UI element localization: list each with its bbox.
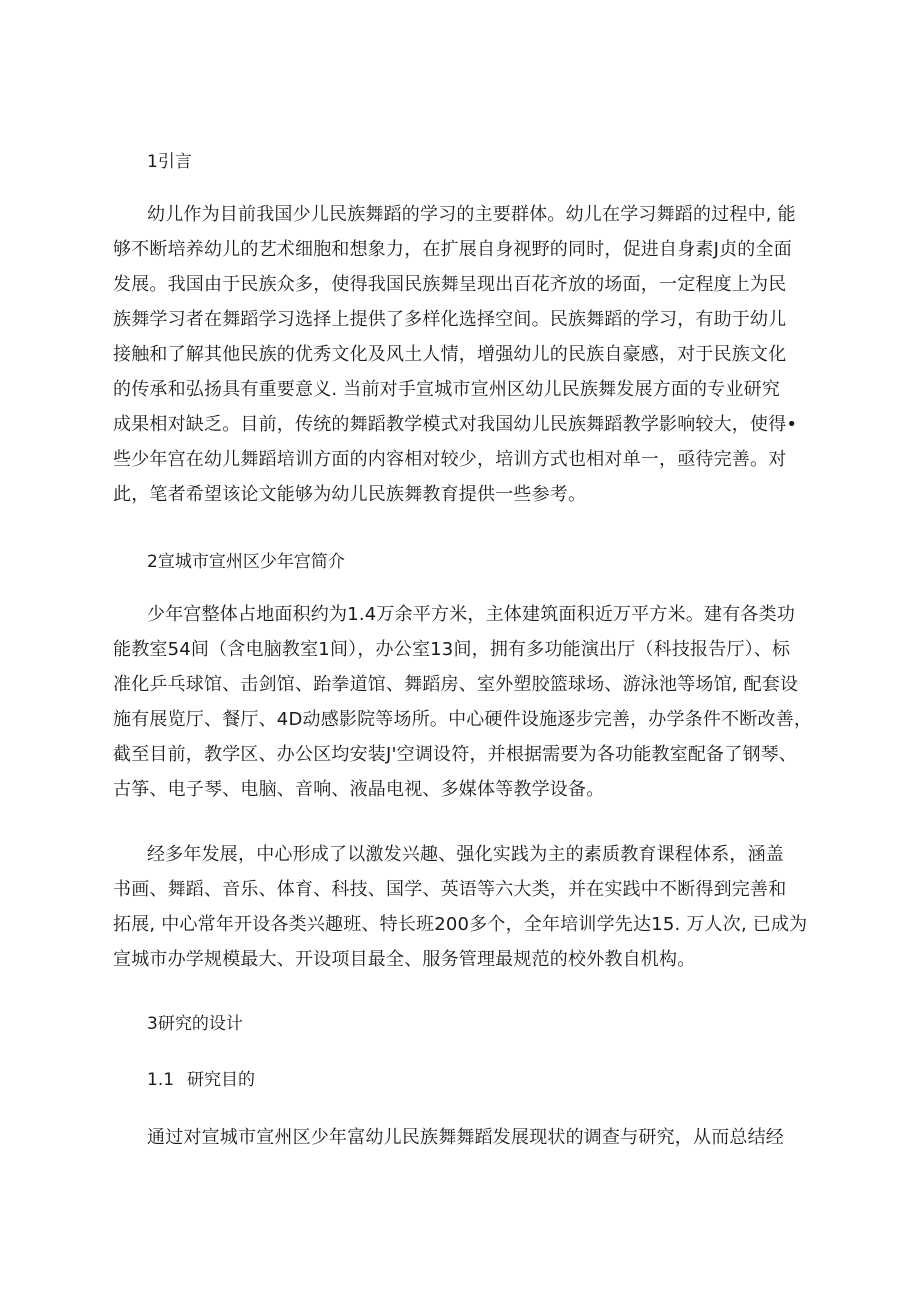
section-3-heading: 3研究的设计	[147, 1014, 243, 1034]
paragraph-line: 的传承和弘扬具有重要意义. 当前对手宣城市宣州区幼儿民族舞发展方面的专业研究	[113, 379, 781, 400]
paragraph-line: 幼儿作为目前我国少儿民族舞蹈的学习的主要群体。幼儿在学习舞蹈的过程中, 能	[147, 204, 796, 225]
paragraph-line: 少年宫整体占地面积约为1.4万余平方米，主体建筑面积近万平方米。建有各类功	[147, 604, 796, 625]
paragraph-line: 古筝、电子琴、电脑、音响、液晶电视、多媒体等教学设备。	[113, 779, 605, 800]
paragraph-line: 成果相对缺乏。目前，传统的舞蹈教学模式对我国幼儿民族舞蹈教学影响较大，使得•	[113, 414, 798, 435]
paragraph-line: 接触和了解其他民族的优秀文化及风土人情，增强幼儿的民族自豪感，对于民族文化	[113, 344, 787, 365]
paragraph-line: 通过对宣城市宣州区少年富幼儿民族舞舞蹈发展现状的调查与研究，从而总结经	[147, 1127, 784, 1148]
paragraph-line: 发展。我国由于民族众多，使得我国民族舞呈现出百花齐放的场面，一定程度上为民	[113, 274, 787, 295]
section-1-heading: 1引言	[147, 152, 192, 172]
subsection-3-1-heading	[147, 1068, 255, 1092]
paragraph-line: 拓展, 中心常年开设各类兴趣班、特长班200多个，全年培训学先达15. 万人次, 已成为	[113, 914, 808, 935]
paragraph-line: 截至目前，教学区、办公区均安装J'空调设符，并根据需要为各功能教室配备了钢琴、	[113, 744, 798, 765]
paragraph-line: 书画、舞蹈、音乐、体育、科技、国学、英语等六大类，并在实践中不断得到完善和	[113, 879, 787, 900]
paragraph-line: 准化乒乓球馆、击剑馆、跆拳道馆、舞蹈房、室外塑胶篮球场、游泳池等场馆, 配套设	[113, 674, 799, 695]
paragraph-line: 宣城市办学规模最大、开设项目最全、服务管理最规范的校外教自机构。	[113, 949, 696, 970]
paragraph-line: 经多年发展，中心形成了以激发兴趣、强化实践为主的素质教育课程体系，涵盖	[147, 844, 784, 865]
paragraph-line: 施有展览厅、餐厅、4D动感影院等场所。中心硬件设施逐步完善，办学条件不断改善，	[113, 709, 813, 730]
section-2-heading: 2宣城市宣州区少年宫简介	[147, 552, 345, 572]
paragraph-line: 些少年宫在幼儿舞蹈培训方面的内容相对较少，培训方式也相对单一，亟待完善。对	[113, 449, 787, 470]
subsection-title: 研究目的	[187, 1070, 255, 1090]
paragraph-line: 族舞学习者在舞蹈学习选择上提供了多样化选择空间。民族舞蹈的学习，有助于幼儿	[113, 309, 787, 330]
subsection-number: 1.1	[147, 1070, 175, 1090]
paragraph-line: 能教室54间（含电脑教室1间），办公室13间，拥有多功能演出厅（科技报告厅）、标	[113, 639, 791, 660]
paragraph-line: 够不断培养幼儿的艺术细胞和想象力，在扩展自身视野的同时，促进自身素J贞的全面	[113, 239, 792, 260]
paragraph-line: 此，笔者希望该论文能够为幼儿民族舞教育提供一些参考。	[113, 484, 587, 505]
